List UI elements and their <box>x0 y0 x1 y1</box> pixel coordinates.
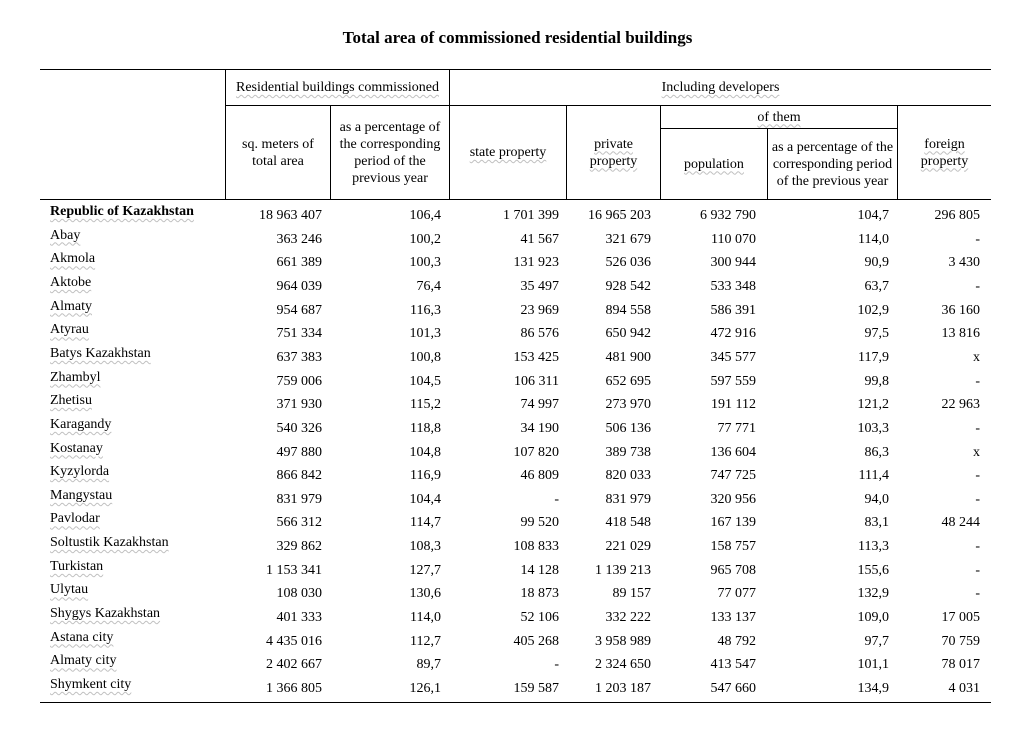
cell-state: 41 567 <box>520 231 559 247</box>
cell-pop-pct: 83,1 <box>864 515 889 531</box>
cell-pct: 106,4 <box>409 208 441 223</box>
cell-pct: 76,4 <box>416 278 441 294</box>
cell-private: 273 970 <box>605 397 651 413</box>
cell-sqm: 661 389 <box>276 255 322 271</box>
cell-sqm: 329 862 <box>276 539 322 555</box>
region-name: Aktobe <box>50 274 92 290</box>
cell-pct: 126,1 <box>409 681 441 696</box>
header-of-them-label: of them <box>757 109 801 125</box>
cell-population: 586 391 <box>710 302 756 318</box>
cell-sqm: 751 334 <box>276 326 322 342</box>
cell-private: 2 324 650 <box>595 657 651 673</box>
cell-foreign: 17 005 <box>941 610 980 626</box>
cell-state: 23 969 <box>520 302 559 318</box>
cell-population: 77 077 <box>717 586 756 602</box>
cell-population: 747 725 <box>710 468 756 484</box>
cell-sqm: 4 435 016 <box>266 633 322 649</box>
cell-sqm: 497 880 <box>276 444 322 460</box>
cell-pct: 127,7 <box>409 562 441 578</box>
cell-population: 547 660 <box>710 681 756 696</box>
cell-sqm: 964 039 <box>276 278 322 294</box>
cell-sqm: 866 842 <box>276 468 322 484</box>
cell-foreign: 70 759 <box>941 633 980 649</box>
header-population <box>661 129 767 199</box>
cell-pct: 108,3 <box>409 539 441 555</box>
cell-state: - <box>554 491 559 507</box>
cell-foreign: 22 963 <box>941 397 980 413</box>
region-name: Karagandy <box>50 416 112 432</box>
cell-pop-pct: 63,7 <box>864 278 889 294</box>
cell-pop-pct: 111,4 <box>858 468 889 484</box>
cell-state: 108 833 <box>513 539 559 555</box>
cell-state: 46 809 <box>520 468 559 484</box>
cell-sqm: 759 006 <box>276 373 322 389</box>
region-name: Abay <box>50 227 81 243</box>
cell-state: 99 520 <box>520 515 559 531</box>
table-bottom-rule <box>40 702 991 703</box>
header-state-property <box>450 106 566 199</box>
region-name: Batys Kazakhstan <box>50 345 151 361</box>
cell-private: 16 965 203 <box>588 208 651 223</box>
region-name: Ulytau <box>50 582 89 598</box>
cell-state: 34 190 <box>520 420 559 436</box>
cell-pop-pct: 102,9 <box>857 302 889 318</box>
cell-pop-pct: 97,5 <box>864 326 889 342</box>
cell-private: 650 942 <box>605 326 651 342</box>
cell-population: 533 348 <box>710 278 756 294</box>
cell-foreign: - <box>975 231 980 247</box>
cell-foreign: - <box>975 539 980 555</box>
header-pop-pct-label: as a percentage of the corresponding period of the previous year <box>771 139 894 189</box>
header-including-developers-label: Including developers <box>661 80 780 95</box>
cell-pop-pct: 94,0 <box>864 491 889 507</box>
cell-state: 52 106 <box>520 610 559 626</box>
cell-pop-pct: 97,7 <box>864 633 889 649</box>
header-foreign-property <box>898 106 991 199</box>
cell-pct: 100,3 <box>409 255 441 271</box>
cell-pop-pct: 113,3 <box>858 539 889 555</box>
cell-foreign: - <box>975 586 980 602</box>
cell-foreign: - <box>975 491 980 507</box>
header-bottom-rule <box>40 199 991 200</box>
cell-pct: 114,7 <box>410 515 441 531</box>
cell-foreign: 3 430 <box>948 255 980 271</box>
cell-pct: 118,8 <box>410 420 441 436</box>
cell-population: 77 771 <box>717 420 756 436</box>
cell-pop-pct: 132,9 <box>857 586 889 602</box>
cell-sqm: 18 963 407 <box>259 208 322 223</box>
cell-private: 1 139 213 <box>595 562 651 578</box>
header-pct-prev-year-label: as a percentage of the corresponding period of the previous year <box>339 119 441 186</box>
cell-foreign: x <box>973 349 980 365</box>
region-name: Shymkent city <box>50 677 132 692</box>
cell-sqm: 401 333 <box>276 610 322 626</box>
page-title: Total area of commissioned residential buildings <box>342 28 693 47</box>
cell-pct: 114,0 <box>410 610 441 626</box>
cell-private: 221 029 <box>605 539 651 555</box>
header-pct-prev-year <box>331 106 449 199</box>
cell-state: 14 128 <box>520 562 559 578</box>
cell-pct: 89,7 <box>416 657 441 673</box>
cell-population: 133 137 <box>710 610 756 626</box>
cell-population: 300 944 <box>710 255 756 271</box>
cell-private: 1 203 187 <box>595 681 651 696</box>
cell-pct: 115,2 <box>410 397 441 413</box>
header-sq-meters <box>226 106 330 199</box>
header-sq-meters-label: sq. meters of total area <box>242 136 314 169</box>
cell-population: 597 559 <box>710 373 756 389</box>
region-name: Republic of Kazakhstan <box>50 204 194 219</box>
region-name: Turkistan <box>50 558 104 574</box>
cell-state: 159 587 <box>513 681 559 696</box>
cell-population: 191 112 <box>711 397 756 413</box>
header-private-property-label: private property <box>589 136 638 169</box>
cell-pct: 100,8 <box>409 349 441 365</box>
cell-pop-pct: 121,2 <box>857 397 889 413</box>
cell-sqm: 566 312 <box>276 515 322 531</box>
cell-population: 167 139 <box>710 515 756 531</box>
cell-sqm: 540 326 <box>276 420 322 436</box>
header-state-property-label: state property <box>469 145 547 160</box>
cell-private: 894 558 <box>605 302 651 318</box>
cell-foreign: - <box>975 420 980 436</box>
cell-pop-pct: 155,6 <box>857 562 889 578</box>
cell-state: - <box>554 657 559 673</box>
cell-pct: 112,7 <box>410 633 441 649</box>
cell-pop-pct: 104,7 <box>857 208 889 223</box>
cell-foreign: - <box>975 562 980 578</box>
cell-private: 89 157 <box>612 586 651 602</box>
cell-sqm: 363 246 <box>276 231 322 247</box>
cell-state: 86 576 <box>520 326 559 342</box>
region-name: Zhetisu <box>50 393 92 409</box>
cell-state: 106 311 <box>514 373 559 389</box>
cell-pct: 130,6 <box>409 586 441 602</box>
cell-pct: 104,5 <box>409 373 441 389</box>
cell-foreign: 48 244 <box>941 515 980 531</box>
cell-population: 472 916 <box>710 326 756 342</box>
header-foreign-property-label: foreign property <box>920 136 969 169</box>
cell-pop-pct: 99,8 <box>864 373 889 389</box>
cell-sqm: 108 030 <box>276 586 322 602</box>
cell-pct: 100,2 <box>409 231 441 247</box>
cell-private: 321 679 <box>605 231 651 247</box>
region-name: Pavlodar <box>50 511 100 527</box>
cell-pop-pct: 86,3 <box>864 444 889 460</box>
header-population-label: population <box>684 156 744 172</box>
cell-foreign: x <box>973 444 980 460</box>
cell-population: 48 792 <box>717 633 756 649</box>
region-name: Atyrau <box>50 322 89 338</box>
cell-state: 107 820 <box>513 444 559 460</box>
cell-pop-pct: 103,3 <box>857 420 889 436</box>
cell-population: 158 757 <box>710 539 756 555</box>
cell-state: 405 268 <box>513 633 559 649</box>
cell-pct: 116,3 <box>410 302 441 318</box>
region-name: Shygys Kazakhstan <box>50 606 161 622</box>
cell-private: 526 036 <box>605 255 651 271</box>
cell-state: 131 923 <box>513 255 559 271</box>
header-of-them <box>661 106 897 128</box>
cell-private: 389 738 <box>605 444 651 460</box>
cell-pct: 104,4 <box>409 491 441 507</box>
cell-foreign: 4 031 <box>948 681 980 696</box>
cell-sqm: 1 366 805 <box>266 681 322 696</box>
cell-state: 1 701 399 <box>503 208 559 223</box>
region-name: Almaty city <box>50 653 117 669</box>
cell-population: 413 547 <box>710 657 756 673</box>
cell-private: 3 958 989 <box>595 633 651 649</box>
cell-population: 6 932 790 <box>700 208 756 223</box>
header-commissioned-label: Residential buildings commissioned <box>236 80 439 95</box>
cell-population: 965 708 <box>710 562 756 578</box>
region-name: Kyzylorda <box>50 464 110 480</box>
cell-foreign: - <box>975 468 980 484</box>
cell-private: 928 542 <box>605 278 651 294</box>
cell-population: 345 577 <box>710 349 756 365</box>
header-including-developers <box>450 70 991 105</box>
cell-state: 18 873 <box>520 586 559 602</box>
cell-state: 153 425 <box>513 349 559 365</box>
cell-foreign: 296 805 <box>934 208 980 223</box>
region-name: Almaty <box>50 298 92 314</box>
cell-population: 136 604 <box>710 444 756 460</box>
cell-private: 418 548 <box>605 515 651 531</box>
cell-private: 481 900 <box>605 349 651 365</box>
cell-private: 652 695 <box>605 373 651 389</box>
cell-population: 110 070 <box>711 231 756 247</box>
cell-foreign: 13 816 <box>941 326 980 342</box>
cell-pct: 116,9 <box>410 468 441 484</box>
region-name: Kostanay <box>50 440 103 456</box>
cell-foreign: 78 017 <box>941 657 980 673</box>
region-name: Soltustik Kazakhstan <box>50 535 169 551</box>
cell-population: 320 956 <box>710 491 756 507</box>
cell-pop-pct: 134,9 <box>857 681 889 696</box>
cell-foreign: - <box>975 278 980 294</box>
region-name: Zhambyl <box>50 369 101 385</box>
cell-private: 831 979 <box>605 491 651 507</box>
cell-sqm: 1 153 341 <box>266 562 322 578</box>
region-name: Astana city <box>50 629 114 645</box>
cell-state: 35 497 <box>520 278 559 294</box>
region-name: Akmola <box>50 251 96 267</box>
cell-pct: 104,8 <box>409 444 441 460</box>
header-commissioned <box>226 70 449 105</box>
cell-sqm: 2 402 667 <box>266 657 322 673</box>
cell-pop-pct: 114,0 <box>858 231 889 247</box>
cell-pct: 101,3 <box>409 326 441 342</box>
cell-private: 332 222 <box>605 610 651 626</box>
cell-sqm: 371 930 <box>276 397 322 413</box>
header-private-property <box>567 106 660 199</box>
cell-state: 74 997 <box>520 397 559 413</box>
cell-sqm: 831 979 <box>276 491 322 507</box>
cell-private: 506 136 <box>605 420 651 436</box>
cell-pop-pct: 101,1 <box>857 657 889 673</box>
cell-sqm: 637 383 <box>276 349 322 365</box>
header-pop-pct <box>768 129 897 199</box>
cell-foreign: 36 160 <box>941 302 980 318</box>
cell-sqm: 954 687 <box>276 302 322 318</box>
cell-pop-pct: 117,9 <box>858 349 889 365</box>
cell-foreign: - <box>975 373 980 389</box>
cell-pop-pct: 109,0 <box>857 610 889 626</box>
region-name: Mangystau <box>50 487 113 503</box>
cell-private: 820 033 <box>605 468 651 484</box>
cell-pop-pct: 90,9 <box>864 255 889 271</box>
